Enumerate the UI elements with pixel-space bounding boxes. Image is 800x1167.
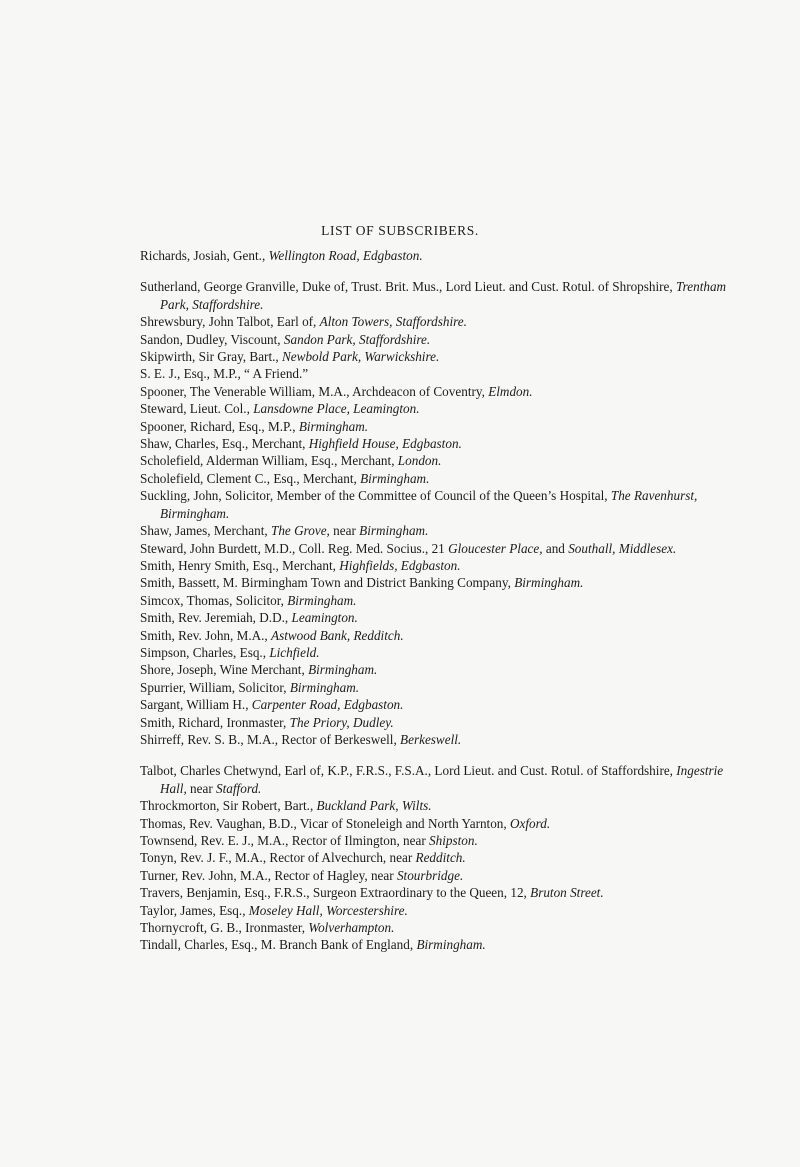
- subscriber-entry: [140, 762, 740, 797]
- entry-address: Leamington.: [291, 610, 358, 626]
- entry-text: Smith, Henry Smith, Esq., Merchant,: [140, 557, 340, 573]
- subscriber-entry: [140, 919, 740, 936]
- entry-text: Simcox, Thomas, Solicitor,: [140, 592, 288, 608]
- entry-text: Smith, Bassett, M. Birmingham Town and District Banking Company,: [140, 575, 515, 591]
- subscriber-entry: [140, 679, 740, 696]
- entry-text: S. E. J., Esq., M.P., “ A Friend.”: [140, 366, 309, 382]
- subscriber-entry: [140, 470, 740, 487]
- subscriber-entry: [140, 348, 740, 365]
- entry-address: Wellington Road, Edgbaston.: [268, 248, 423, 263]
- entry-address: Birmingham.: [287, 592, 357, 608]
- entry-address: The Ravenhurst, Birmingham.: [160, 488, 698, 521]
- entry-address: Birmingham.: [298, 418, 369, 434]
- subscriber-entry: [140, 540, 740, 557]
- entry-address: Birmingham.: [514, 575, 584, 591]
- entry-address: Bruton Street.: [530, 885, 604, 901]
- subscriber-entry: [140, 487, 740, 522]
- entry-address: Moseley Hall, Worcestershire.: [248, 902, 408, 918]
- subscriber-entry: [140, 884, 740, 901]
- entry-address: Redditch.: [415, 850, 466, 866]
- subscriber-entry: [140, 714, 740, 731]
- entry-text: Spooner, The Venerable William, M.A., Archdeacon of Coventry,: [140, 383, 489, 399]
- entry-address: Stourbridge.: [396, 867, 464, 883]
- subscriber-entry: [140, 313, 740, 330]
- entry-text: Spooner, Richard, Esq., M.P.,: [140, 418, 299, 434]
- entry-address: Buckland Park, Wilts.: [316, 798, 432, 814]
- entry-address: Alton Towers, Staffordshire.: [319, 314, 467, 330]
- entry-text: Smith, Richard, Ironmaster,: [140, 714, 290, 730]
- entry-address: Birmingham.: [360, 470, 430, 486]
- entry-text: Shore, Joseph, Wine Merchant,: [140, 662, 309, 678]
- entry-text: Spurrier, William, Solicitor,: [140, 679, 290, 695]
- subscriber-entry: [140, 731, 740, 748]
- entry-text: Smith, Rev. John, M.A.,: [140, 627, 272, 643]
- subscriber-entry: [140, 278, 740, 313]
- entry-address: Astwood Bank, Redditch.: [271, 627, 404, 643]
- entry-address: Highfield House, Edgbaston.: [308, 436, 462, 452]
- subscriber-entry: [140, 867, 740, 884]
- entry-text: and: [542, 540, 569, 556]
- entry-text: Taylor, James, Esq.,: [140, 902, 249, 918]
- entry-address: Highfields, Edgbaston.: [339, 557, 461, 573]
- entry-text: Steward, John Burdett, M.D., Coll. Reg. Med. Socius., 21: [140, 540, 449, 556]
- subscriber-entry: [140, 661, 740, 678]
- subscriber-entry: [140, 592, 740, 609]
- entry-text: Scholefield, Alderman William, Esq., Merchant,: [140, 453, 398, 469]
- entry-address: The Grove,: [271, 523, 330, 539]
- entry-text: Tindall, Charles, Esq., M. Branch Bank of England,: [140, 937, 417, 953]
- subscriber-entry: [140, 557, 740, 574]
- entry-text: Thomas, Rev. Vaughan, B.D., Vicar of Stoneleigh and North Yarnton,: [140, 815, 510, 831]
- entry-address: Birmingham.: [308, 662, 378, 678]
- entry-address: The Priory, Dudley.: [289, 714, 394, 730]
- entry-address: Lansdowne Place, Leamington.: [253, 401, 420, 417]
- entry-text: Tonyn, Rev. J. F., M.A., Rector of Alvechurch, near: [140, 850, 416, 866]
- entry-address: Stafford.: [216, 780, 262, 796]
- subscriber-entry: [140, 815, 740, 832]
- subscriber-entry: [140, 609, 740, 626]
- entry-address: Southall, Middlesex.: [568, 540, 677, 556]
- subscriber-list: [140, 247, 740, 954]
- subscriber-entry: [140, 849, 740, 866]
- subscriber-entry: [140, 365, 740, 382]
- subscriber-entry: [140, 418, 740, 435]
- entry-text: Throckmorton, Sir Robert, Bart.,: [140, 798, 317, 814]
- entry-text: near: [186, 780, 217, 796]
- subscriber-entry: [140, 644, 740, 661]
- entry-text: Simpson, Charles, Esq.,: [140, 644, 270, 660]
- subscriber-entry: [140, 383, 740, 400]
- entry-address: Sandon Park, Staffordshire.: [283, 331, 431, 347]
- entry-text: Steward, Lieut. Col.,: [140, 401, 254, 417]
- entry-text: Suckling, John, Solicitor, Member of the Committee of Council of the Queen’s Hospital,: [140, 488, 611, 504]
- entry-text: Shrewsbury, John Talbot, Earl of,: [140, 314, 320, 330]
- entry-text: near: [329, 523, 360, 539]
- entry-address: Elmdon.: [488, 383, 533, 399]
- entry-address: Carpenter Road, Edgbaston.: [251, 697, 404, 713]
- subscriber-entry: [140, 522, 740, 539]
- entry-text: Sutherland, George Granville, Duke of, Trust. Brit. Mus., Lord Lieut. and Cust. Rotul. of Shropshire,: [140, 279, 677, 295]
- subscriber-entry: [140, 902, 740, 919]
- entry-address: Wolverhampton.: [308, 920, 395, 936]
- entry-address: Ingestrie Hall,: [160, 763, 724, 796]
- entry-address: Birmingham.: [289, 679, 360, 695]
- subscriber-entry: [140, 696, 740, 713]
- subscriber-entry: [140, 832, 740, 849]
- entry-address: Shipston.: [429, 833, 478, 848]
- entry-text: Shirreff, Rev. S. B., M.A., Rector of Berkeswell,: [140, 731, 401, 747]
- entry-address: Trentham Park, Staffordshire.: [160, 279, 727, 312]
- subscriber-entry: [140, 627, 740, 644]
- entry-text: Shaw, Charles, Esq., Merchant,: [140, 436, 309, 452]
- entry-text: Talbot, Charles Chetwynd, Earl of, K.P., F.R.S., F.S.A., Lord Lieut. and Cust. Rotul. of Staffordshire,: [140, 763, 677, 779]
- subscriber-entry: [140, 247, 740, 264]
- entry-text: Skipwirth, Sir Gray, Bart.,: [140, 349, 282, 365]
- entry-text: Richards, Josiah, Gent.,: [140, 248, 269, 263]
- entry-address: Birmingham.: [416, 937, 486, 953]
- entry-text: Sandon, Dudley, Viscount,: [140, 331, 284, 347]
- entry-text: Thornycroft, G. B., Ironmaster,: [140, 920, 309, 936]
- entry-address: Lichfield.: [269, 644, 320, 660]
- entry-address: Newbold Park, Warwickshire.: [282, 349, 440, 365]
- entry-text: Smith, Rev. Jeremiah, D.D.,: [140, 610, 292, 626]
- entry-text: Townsend, Rev. E. J., M.A., Rector of Ilmington, near: [140, 833, 430, 848]
- entry-address: London.: [397, 453, 442, 469]
- page-heading: LIST OF SUBSCRIBERS.: [321, 223, 479, 238]
- entry-address: Oxford.: [510, 815, 551, 831]
- entry-address: Gloucester Place,: [448, 540, 543, 556]
- entry-text: Shaw, James, Merchant,: [140, 523, 271, 539]
- entry-text: Turner, Rev. John, M.A., Rector of Hagley, near: [140, 867, 397, 883]
- subscriber-entry: [140, 435, 740, 452]
- subscriber-entry: [140, 400, 740, 417]
- subscriber-entry: [140, 331, 740, 348]
- subscriber-entry: [140, 936, 740, 953]
- entry-address: Berkeswell.: [400, 731, 462, 747]
- entry-text: Travers, Benjamin, Esq., F.R.S., Surgeon Extraordinary to the Queen, 12,: [140, 885, 531, 901]
- subscriber-entry: [140, 797, 740, 814]
- entry-address: Birmingham.: [359, 523, 429, 539]
- subscriber-entry: [140, 574, 740, 591]
- entry-text: Scholefield, Clement C., Esq., Merchant,: [140, 470, 361, 486]
- subscriber-entry: [140, 452, 740, 469]
- entry-text: Sargant, William H.,: [140, 697, 252, 713]
